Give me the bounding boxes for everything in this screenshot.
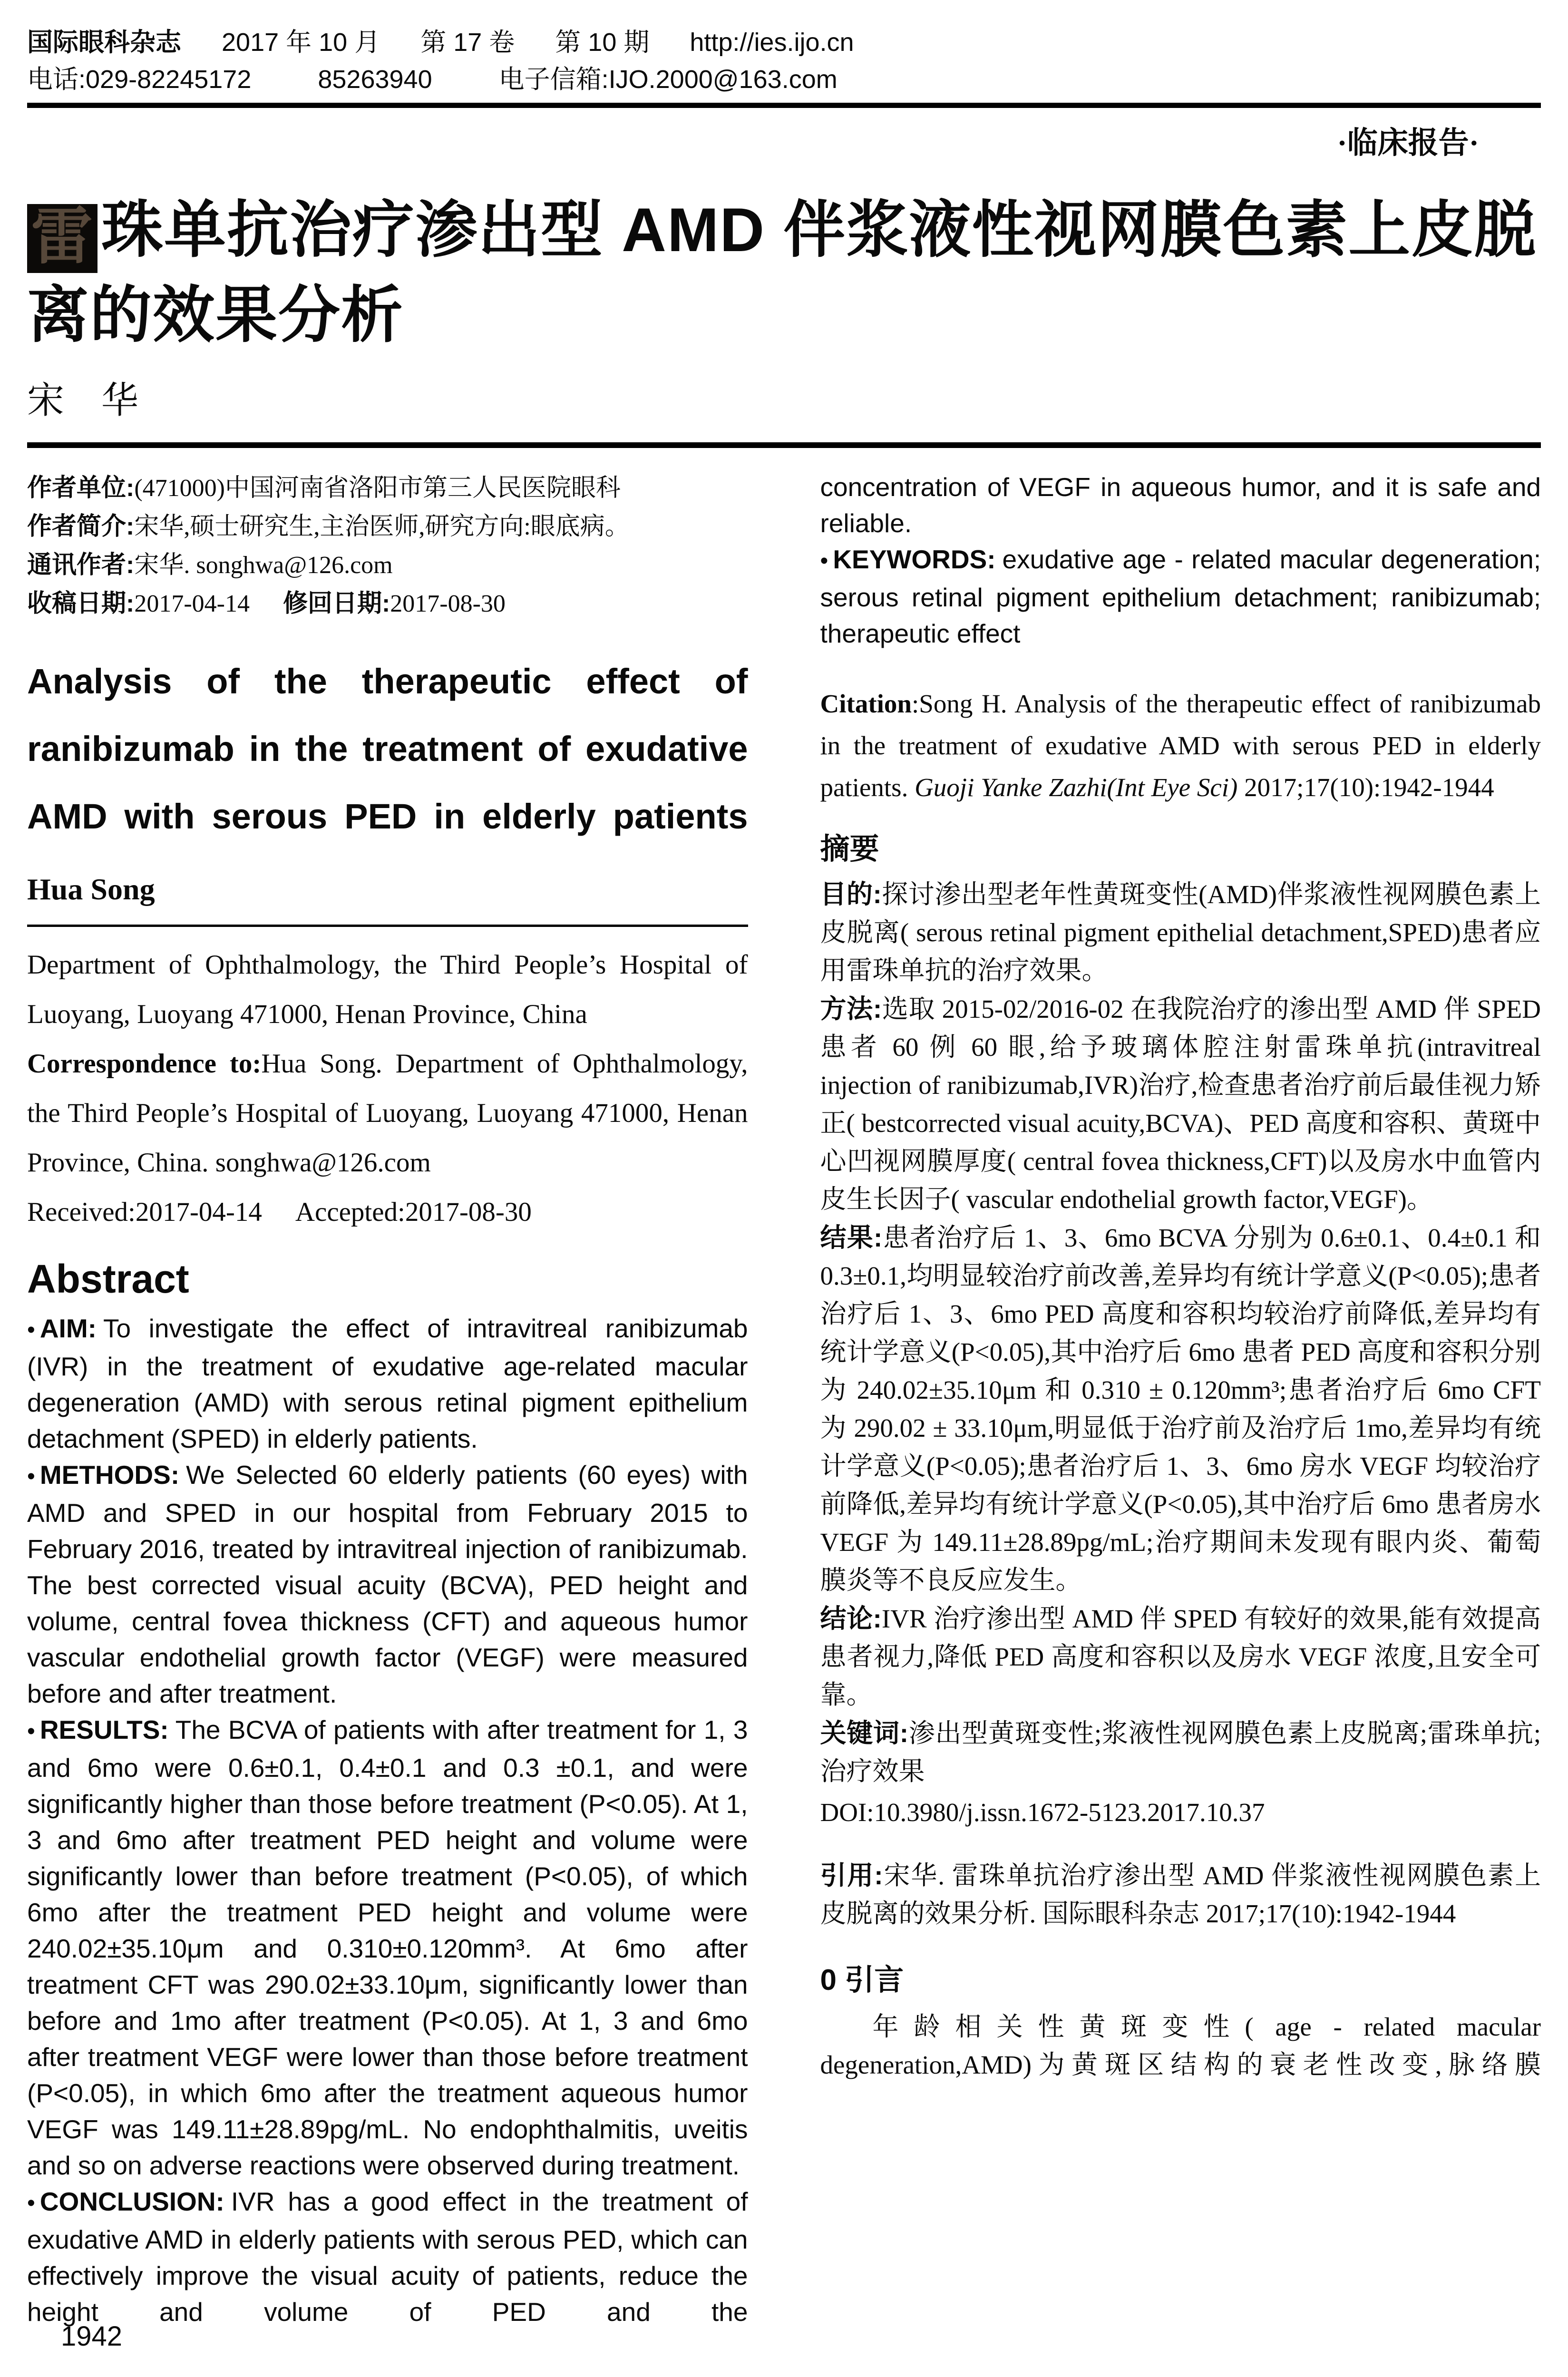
author-bio-label: 作者简介: bbox=[27, 512, 135, 540]
abstract-aim bbox=[27, 1310, 748, 1457]
journal-header bbox=[27, 24, 1541, 98]
left-column bbox=[27, 469, 748, 2330]
bullet-icon: • bbox=[27, 1317, 35, 1343]
methods-label: METHODS: bbox=[39, 1460, 180, 1490]
doi-line: DOI:10.3980/j.issn.1672-5123.2017.10.37 bbox=[820, 1797, 1265, 1827]
citation-text: Song H. Analysis of the therapeutic effect of ranibizumab in the treatment of exudative AMD with serous PED in elderly patients. bbox=[820, 689, 1541, 802]
keywords-cn bbox=[820, 1714, 1541, 1791]
keywords-text-cn: 渗出型黄斑变性;浆液性视网膜色素上皮脱离;雷珠单抗;治疗效果 bbox=[820, 1718, 1541, 1786]
journal-issue: 第 10 期 bbox=[555, 28, 650, 57]
aim-text: To investigate the effect of intravitreal ranibizumab (IVR) in the treatment of exudative age-related macular degeneration (AMD) with serous retinal pigment epithelium detachment (SPED) in elderly patients. bbox=[27, 1313, 748, 1453]
keywords-en bbox=[820, 541, 1541, 652]
aim-label: AIM: bbox=[39, 1313, 97, 1343]
correspondence-text: Hua Song. Department of Ophthalmology, the Third People’s Hospital of Luoyang, Luoyang 471000, Henan Province, China. songhwa@126.com bbox=[27, 1048, 748, 1178]
journal-header-line2 bbox=[27, 61, 1541, 98]
results-label-cn: 结果: bbox=[820, 1222, 883, 1252]
page-number: 1942 bbox=[61, 2321, 123, 2352]
bullet-icon: • bbox=[27, 1718, 35, 1744]
results-label: RESULTS: bbox=[39, 1715, 169, 1744]
dates-line-en bbox=[27, 1188, 748, 1237]
journal-email bbox=[499, 61, 838, 98]
abstract-results bbox=[27, 1712, 748, 2183]
received-date-cn: 2017-04-14 bbox=[134, 590, 250, 617]
title-line2: 离的效果分析 bbox=[27, 280, 404, 350]
bullet-icon: • bbox=[27, 2190, 35, 2216]
bullet-icon: • bbox=[27, 1463, 35, 1489]
abstract-heading-cn: 摘要 bbox=[820, 832, 879, 866]
citation-cn-label: 引用: bbox=[820, 1860, 883, 1890]
title-dropcap-char: 雷 bbox=[27, 204, 97, 273]
abstract-cn-methods bbox=[820, 990, 1541, 1218]
journal-volume: 第 17 卷 bbox=[420, 28, 515, 57]
article-title-cn bbox=[27, 188, 1541, 357]
journal-website: http://ies.ijo.cn bbox=[690, 28, 854, 57]
keywords-label: KEYWORDS: bbox=[833, 544, 996, 574]
accepted-label-en: Accepted: bbox=[295, 1197, 405, 1227]
conclusion-text-cn: IVR 治疗渗出型 AMD 伴 SPED 有较好的效果,能有效提高患者视力,降低 PED 高度和容积以及房水 VEGF 浓度,且安全可靠。 bbox=[820, 1604, 1541, 1709]
title-line1: 珠单抗治疗渗出型 AMD 伴浆液性视网膜色素上皮脱 bbox=[101, 195, 1537, 264]
received-label-en: Received: bbox=[27, 1197, 136, 1227]
citation-journal-name: Guoji Yanke Zazhi(Int Eye Sci) bbox=[915, 772, 1238, 802]
keywords-text: exudative age - related macular degeneration; serous retinal pigment epithelium detachment; ranibizumab; therapeutic effect bbox=[820, 544, 1541, 648]
journal-date: 2017 年 10 月 bbox=[222, 28, 380, 57]
journal-phone bbox=[27, 61, 251, 98]
methods-label-cn: 方法: bbox=[820, 994, 882, 1023]
phone-label: 电话: bbox=[27, 65, 86, 94]
aim-label-cn: 目的: bbox=[820, 879, 882, 909]
methods-text-cn: 选取 2015-02/2016-02 在我院治疗的渗出型 AMD 伴 SPED 患者 60 例 60 眼,给予玻璃体腔注射雷珠单抗(intravitreal injection of ranibizumab,IVR)治疗,检查患者治疗前后最佳视力矫正( bestcorrected visual acuity,BCVA)、PED 高度和容积、黄斑中心凹视网膜厚度( central fovea thickness,CFT)以及房水中血管内皮生长因子( vascular endothelial growth factor,VEGF)。 bbox=[820, 994, 1541, 1214]
citation-pages: 2017;17(10):1942-1944 bbox=[1237, 772, 1494, 802]
citation-colon: : bbox=[912, 689, 919, 718]
abstract-conclusion-part2: concentration of VEGF in aqueous humor, and it is safe and reliable. bbox=[820, 472, 1541, 538]
author-unit-label: 作者单位: bbox=[27, 474, 135, 502]
revised-label-cn: 修回日期: bbox=[282, 589, 390, 617]
abstract-conclusion-part1 bbox=[27, 2183, 748, 2330]
methods-text: We Selected 60 elderly patients (60 eyes) with AMD and SPED in our hospital from February 2015 to February 2016, treated by intravitreal injection of ranibizumab. The best corrected visual acuity (BCVA), PED height and volume, central fovea thickness (CFT) and aqueous humor vascular endothelial growth factor (VEGF) were measured before and after treatment. bbox=[27, 1460, 748, 1708]
header-rule bbox=[27, 103, 1541, 108]
bullet-icon: • bbox=[820, 548, 828, 574]
abstract-methods bbox=[27, 1457, 748, 1712]
corresponding-author-label: 通讯作者: bbox=[27, 551, 135, 579]
author-unit-line bbox=[27, 469, 748, 507]
results-text: The BCVA of patients with after treatment for 1, 3 and 6mo were 0.6±0.1, 0.4±0.1 and 0.3 ±0.1, and were significantly higher than those before treatment (P<0.05). At 1, 3 and 6mo after treatment PED height and volume were significantly lower than before treatment (P<0.05), of which 6mo after the treatment PED height and volume were 240.02±35.10μm and 0.310±0.120mm³. At 6mo after treatment CFT was 290.02±33.10μm, significantly lower than before and 1mo after treatment (P<0.05). At 1, 3 and 6mo after treatment VEGF were lower than those before treatment (P<0.05), in which 6mo after the treatment aqueous humor VEGF was 149.11±28.89pg/mL. No endophthalmitis, uveitis and so on adverse reactions were observed during treatment. bbox=[27, 1715, 748, 2180]
abstract-cn-conclusion bbox=[820, 1599, 1541, 1714]
results-text-cn: 患者治疗后 1、3、6mo BCVA 分别为 0.6±0.1、0.4±0.1 和 0.3±0.1,均明显较治疗前改善,差异均有统计学意义(P<0.05);患者治疗后 1、3、6mo PED 高度和容积均较治疗前降低,差异均有统计学意义(P<0.05),其中治疗后 6mo 患者 PED 高度和容积分别为 240.02±35.10μm 和 0.310 ± 0.120mm³;患者治疗后 6mo CFT 为 290.02 ± 33.10μm,明显低于治疗前及治疗后 1mo,差异均有统计学意义(P<0.05);患者治疗后 1、3、6mo 房水 VEGF 均较治疗前降低,差异均有统计学意义(P<0.05),其中治疗后 6mo 患者房水 VEGF 为 149.11±28.89pg/mL;治疗期间未发现有眼内炎、葡萄膜炎等不良反应发生。 bbox=[820, 1223, 1541, 1595]
phone-number-2: 85263940 bbox=[318, 65, 432, 94]
abstract-cn-aim bbox=[820, 875, 1541, 990]
correspondence-en bbox=[27, 1039, 748, 1188]
author-bio-value: 宋华,硕士研究生,主治医师,研究方向:眼底病。 bbox=[134, 513, 630, 540]
abstract-cn-results bbox=[820, 1218, 1541, 1599]
citation-cn bbox=[820, 1856, 1541, 1933]
introduction-heading: 0 引言 bbox=[820, 1963, 904, 1997]
journal-name: 国际眼科杂志 bbox=[27, 28, 181, 57]
phone-number-1: 029-82245172 bbox=[86, 65, 252, 94]
article-title-en: Analysis of the therapeutic effect of ranibizumab in the treatment of exudative AMD with serous PED in elderly patients bbox=[27, 661, 748, 836]
introduction-paragraph: 年龄相关性黄斑变性( age - related macular degeneration,AMD)为黄斑区结构的衰老性改变,脉络膜 bbox=[820, 2012, 1541, 2079]
conclusion-text-part1: IVR has a good effect in the treatment of exudative AMD in elderly patients with serous PED, which can effectively improve the visual acuity of patients, reduce the height and volume of PED and the bbox=[27, 2186, 748, 2327]
conclusion-label-cn: 结论: bbox=[820, 1603, 882, 1633]
affiliation-en: Department of Ophthalmology, the Third People’s Hospital of Luoyang, Luoyang 471000, Henan Province, China bbox=[27, 949, 748, 1029]
email-label: 电子信箱: bbox=[498, 65, 609, 94]
corresponding-author-value: 宋华. songhwa@126.com bbox=[134, 551, 393, 579]
author-name-en: Hua Song bbox=[27, 872, 155, 906]
keywords-label-cn: 关键词: bbox=[820, 1718, 909, 1748]
section-tag: ·临床报告· bbox=[1337, 126, 1479, 160]
email-address: IJO.2000@163.com bbox=[608, 65, 838, 94]
journal-header-line1 bbox=[27, 24, 1541, 61]
conclusion-label: CONCLUSION: bbox=[39, 2186, 224, 2216]
citation-label: Citation bbox=[820, 689, 912, 718]
dates-line-cn bbox=[27, 585, 748, 623]
author-bio-line bbox=[27, 507, 748, 546]
citation-cn-text: 宋华. 雷珠单抗治疗渗出型 AMD 伴浆液性视网膜色素上皮脱离的效果分析. 国际眼科杂志 2017;17(10):1942-1944 bbox=[820, 1861, 1541, 1928]
author-separator-rule bbox=[27, 925, 748, 927]
received-label-cn: 收稿日期: bbox=[27, 589, 135, 617]
received-date-en: 2017-04-14 bbox=[135, 1197, 262, 1227]
title-separator-rule bbox=[27, 442, 1541, 448]
aim-text-cn: 探讨渗出型老年性黄斑变性(AMD)伴浆液性视网膜色素上皮脱离( serous retinal pigment epithelial detachment,SPED)患者应用雷珠单抗的治疗效果。 bbox=[820, 879, 1541, 985]
citation-en bbox=[820, 683, 1541, 809]
author-unit-value: (471000)中国河南省洛阳市第三人民医院眼科 bbox=[134, 474, 621, 502]
revised-date-cn: 2017-08-30 bbox=[390, 590, 506, 617]
correspondence-label: Correspondence to: bbox=[27, 1048, 262, 1079]
accepted-date-en: 2017-08-30 bbox=[405, 1197, 532, 1227]
abstract-heading-en: Abstract bbox=[27, 1256, 189, 1301]
right-column bbox=[820, 469, 1541, 2330]
corresponding-author-line bbox=[27, 546, 748, 585]
two-column-body bbox=[27, 469, 1541, 2330]
author-name-cn: 宋 华 bbox=[27, 379, 139, 421]
